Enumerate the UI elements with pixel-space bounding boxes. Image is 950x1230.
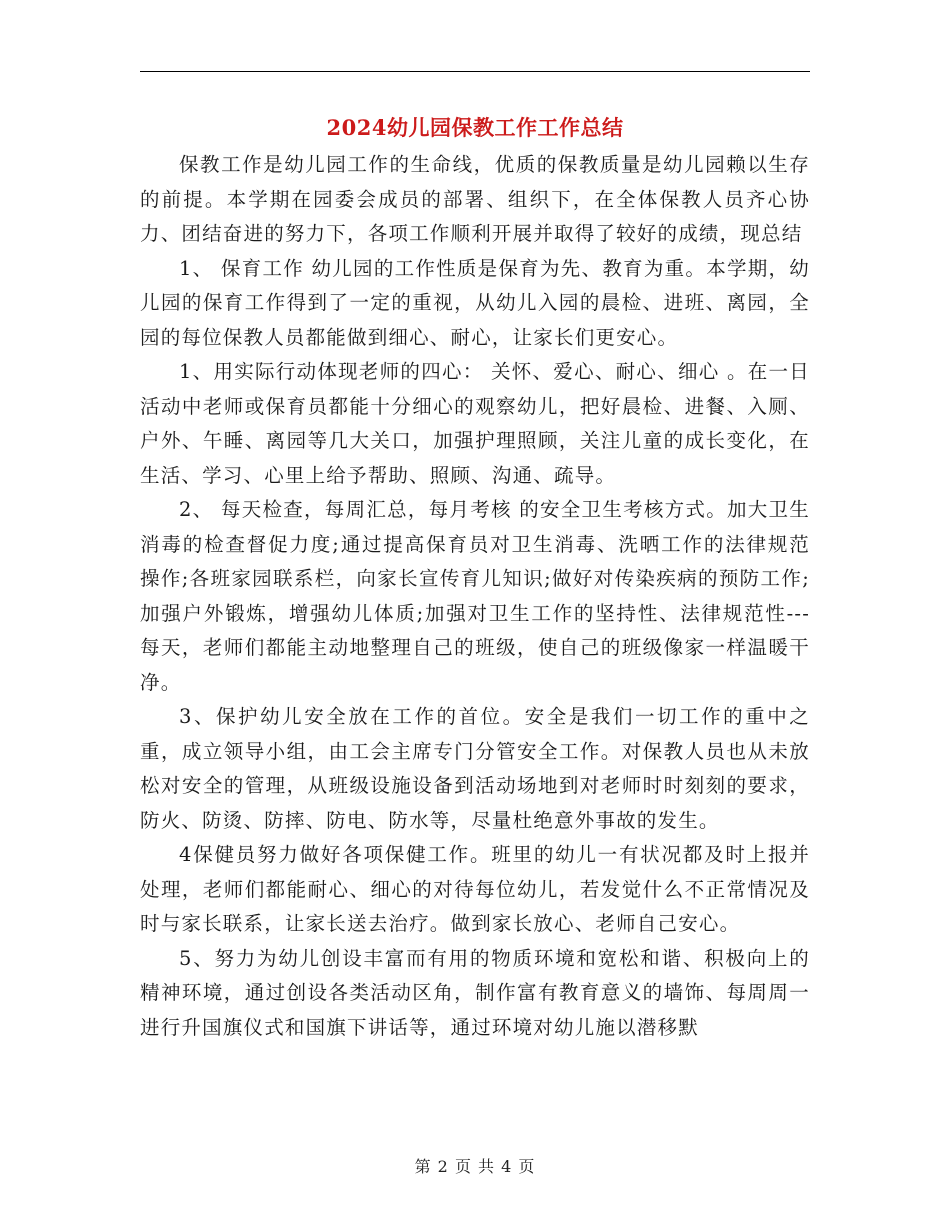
header-rule bbox=[140, 71, 810, 72]
page-number-footer: 第 2 页 共 4 页 bbox=[414, 1157, 536, 1176]
document-body bbox=[140, 148, 810, 1045]
paragraph-hygiene-checks: 2、 每天检查，每周汇总，每月考核 的安全卫生考核方式。加大卫生消毒的检查督促力度;通过提高保育员对卫生消毒、洗晒工作的法律规范操作;各班家园联系栏，向家长宣传育儿知识;做好对传染疾病的预防工作;加强户外锻炼，增强幼儿体质;加强对卫生工作的坚持性、法律规范性---每天，老师们都能主动地整理自己的班级，使自己的班级像家一样温暖干净。 bbox=[140, 498, 810, 694]
paragraph-safety: 3、保护幼儿安全放在工作的首位。安全是我们一切工作的重中之重，成立领导小组，由工会主席专门分管安全工作。对保教人员也从未放松对安全的管理，从班级设施设备到活动场地到对老师时时刻刻的要求，防火、防烫、防摔、防电、防水等，尽量杜绝意外事故的发生。 bbox=[140, 705, 810, 832]
paragraph-four-hearts: 1、用实际行动体现老师的四心： 关怀、爱心、耐心、细心 。在一日活动中老师或保育员都能十分细心的观察幼儿，把好晨检、进餐、入厕、户外、午睡、离园等几大关口，加强护理照顾，关注儿童的成长变化，在生活、学习、心里上给予帮助、照顾、沟通、疏导。 bbox=[140, 360, 810, 487]
paragraph-intro: 保教工作是幼儿园工作的生命线，优质的保教质量是幼儿园赖以生存的前提。本学期在园委会成员的部署、组织下，在全体保教人员齐心协力、团结奋进的努力下，各项工作顺利开展并取得了较好的成绩，现总结 bbox=[140, 153, 810, 245]
document-title: 2024幼儿园保教工作工作总结 bbox=[326, 115, 624, 140]
paragraph-health-care: 4保健员努力做好各项保健工作。班里的幼儿一有状况都及时上报并处理，老师们都能耐心、细心的对待每位幼儿，若发觉什么不正常情况及时与家长联系，让家长送去治疗。做到家长放心、老师自己安心。 bbox=[140, 843, 810, 935]
paragraph-environment: 5、努力为幼儿创设丰富而有用的物质环境和宽松和谐、积极向上的精神环境，通过创设各类活动区角，制作富有教育意义的墙饰、每周周一进行升国旗仪式和国旗下讲话等，通过环境对幼儿施以潜移默 bbox=[140, 946, 810, 1039]
paragraph-childcare: 1、 保育工作 幼儿园的工作性质是保育为先、教育为重。本学期，幼儿园的保育工作得到了一定的重视，从幼儿入园的晨检、进班、离园，全园的每位保教人员都能做到细心、耐心，让家长们更安心。 bbox=[140, 256, 810, 349]
